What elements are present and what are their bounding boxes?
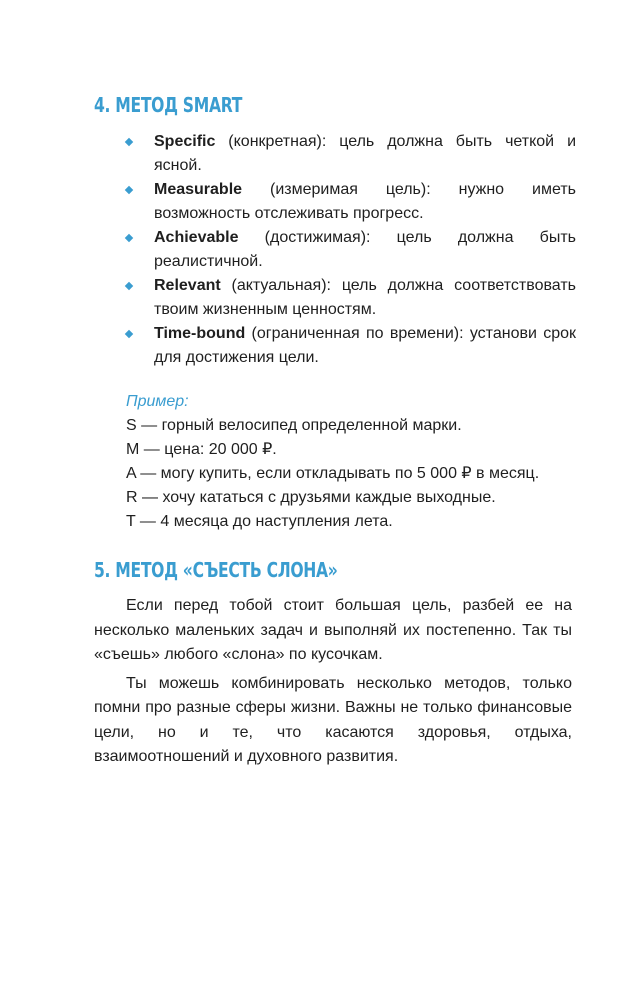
smart-example <box>126 390 586 534</box>
paragraph: Ты можешь комбинировать несколько методов, только помни про разные сферы жизни. Важны не только финансовые цели, но и те, что касаются здоровья, отдыха, взаимоотношений и духовного развития. <box>94 674 572 765</box>
example-line-s: S — горный велосипед определенной марки. <box>126 417 462 434</box>
section-title-smart: 4. МЕТОД SMART <box>94 93 243 117</box>
criterion-term: Specific <box>154 133 216 150</box>
example-line-a: A — могу купить, если откладывать по 5 000 ₽ в месяц. <box>126 465 540 482</box>
list-item <box>126 322 576 370</box>
diamond-bullet-icon <box>125 186 133 194</box>
list-item <box>126 274 576 322</box>
criterion-description: (актуальная): цель должна соответствовать твоим жизненным ценностям. <box>154 277 576 318</box>
example-line-r: R — хочу кататься с друзьями каждые выходные. <box>126 489 496 506</box>
section-title-eat-elephant: 5. МЕТОД «СЪЕСТЬ СЛОНА» <box>94 558 338 582</box>
list-item <box>126 178 576 226</box>
criterion-term: Measurable <box>154 181 243 198</box>
elephant-method-text <box>94 594 572 770</box>
diamond-bullet-icon <box>125 234 133 242</box>
paragraph: Если перед тобой стоит большая цель, разбей ее на несколько маленьких задач и выполняй их постепенно. Так ты «съешь» любого «слона» по кусочкам. <box>94 597 572 663</box>
criterion-description: (ограниченная по времени): установи срок для достижения цели. <box>154 325 576 366</box>
criterion-term: Relevant <box>154 277 221 294</box>
example-line-m: M — цена: 20 000 ₽. <box>126 441 277 458</box>
example-line-t: T — 4 месяца до наступления лета. <box>126 513 393 530</box>
criterion-description: (конкретная): цель должна быть четкой и ясной. <box>154 133 576 174</box>
criterion-term: Time-bound <box>154 325 246 342</box>
list-item <box>126 130 576 178</box>
diamond-bullet-icon <box>125 138 133 146</box>
smart-criteria-list <box>126 130 576 370</box>
criterion-description: (достижимая): цель должна быть реалистичной. <box>154 229 576 270</box>
criterion-term: Achievable <box>154 229 239 246</box>
list-item <box>126 226 576 274</box>
example-label: Пример: <box>126 393 189 410</box>
diamond-bullet-icon <box>125 282 133 290</box>
criterion-description: (измеримая цель): нужно иметь возможность отслеживать прогресс. <box>154 181 576 222</box>
diamond-bullet-icon <box>125 330 133 338</box>
